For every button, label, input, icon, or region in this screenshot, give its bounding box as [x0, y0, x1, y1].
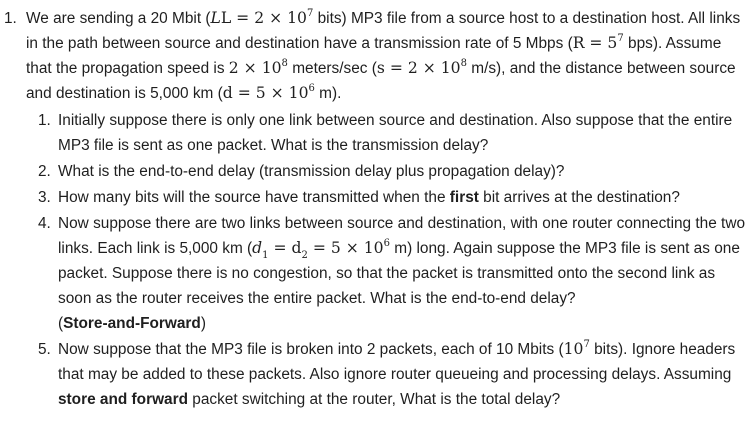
question-number: 5. — [38, 341, 51, 358]
question-text: Now suppose that the MP3 file is broken into 2 packets, each of 10 Mbits ($10^7$ bits). Ignore headers that may be added to these packets. Also ignore router queueing and processing delays. Assuming store and forward packet switching at the router, What is the total delay? — [58, 338, 736, 408]
math-R: $R = 5^7$ — [572, 32, 624, 52]
question-text: Initially suppose there is only one link between source and destination. Also suppose that the entire MP3 file is sent as one packet. What is the transmission delay? — [58, 112, 733, 154]
question-text: Now suppose there are two links between source and destination, with one router connecting the two links. Each link is 5,000 km ($d_1 = d_2 = 5 \times 10^6$ m) long. Again suppose the MP3 file is sent as one packet. Suppose there is no congestion, so that the packet is transmitted onto the second link as soon as the router receives the entire packet. What is the end-to-end delay? (Store-and-Forward) — [58, 215, 746, 332]
problem-number: 1. — [4, 10, 17, 27]
math-packet-size: $10^7$ — [563, 338, 590, 358]
question-number: 2. — [38, 163, 51, 180]
math-s: $s = 2 \times 10^8$ — [376, 57, 467, 77]
question-number: 4. — [38, 215, 51, 232]
question-list — [0, 108, 755, 412]
math-d: $d = 5 \times 10^6$ — [222, 82, 315, 102]
math-L: LL = $2 \times 10^7$ — [210, 7, 314, 27]
question-5 — [0, 337, 755, 412]
question-3 — [0, 185, 755, 210]
problem-page — [0, 6, 755, 413]
emphasis-store-and-forward-switching: store and forward — [58, 391, 188, 408]
question-number: 1. — [38, 112, 51, 129]
emphasis-store-and-forward: Store-and-Forward — [63, 315, 201, 332]
question-text: What is the end-to-end delay (transmission delay plus propagation delay)? — [58, 163, 565, 180]
math-d1-d2: $d_1 = d_2 = 5 \times 10^6$ — [252, 237, 390, 262]
question-1 — [0, 108, 755, 158]
problem-statement: We are sending a 20 Mbit ($LL = 2 \times 10^7$ bits) MP3 file from a source host to a destination host. All links in the path between source and destination have a transmission rate of 5 Mbps ($R = 5^7$ bps). Assume that the propagation speed is $2 \times 10^8$ meters/sec ($s = 2 \times 10^8$ m/s), and the distance between source and destination is 5,000 km ($d = 5 \times 10^6$ m). — [26, 7, 741, 102]
question-number: 3. — [38, 189, 51, 206]
question-text: How many bits will the source have transmitted when the first bit arrives at the destination? — [58, 189, 680, 206]
problem-1 — [0, 6, 755, 106]
emphasis-first: first — [449, 189, 479, 206]
question-4 — [0, 211, 755, 336]
question-2 — [0, 159, 755, 184]
math-speed: $2 \times 10^8$ — [228, 57, 288, 77]
